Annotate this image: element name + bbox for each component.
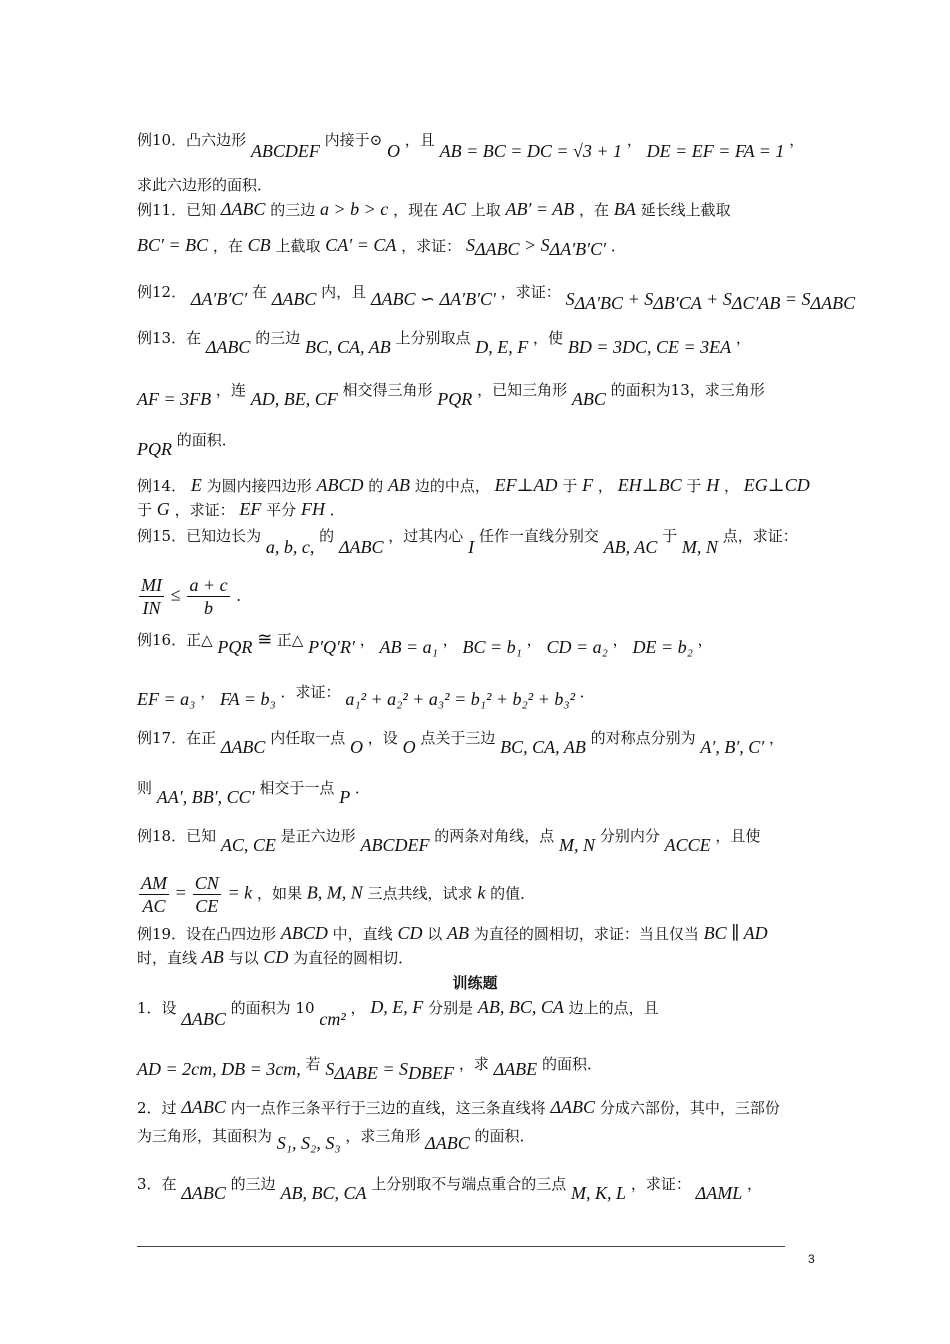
problem-17-line-2: 则 AA′, BB′, CC′ 相交于一点 P ．	[137, 779, 370, 807]
exercise-2-line-2: 为三角形，其面积为 S₁, S₂, S₃ ，求三角形 ΔABC 的面积．	[137, 1127, 535, 1153]
fraction-am-ac: $\frac{AM}{AC}$	[141, 873, 167, 916]
problem-15-line-1: 例15．已知边长为 a, b, c, 的 ΔABC ，过其内心 I 任作一直线分别交 AB, AC 于 M, N 点，求证：	[137, 527, 798, 557]
problem-16-line-1: 例16．正△ PQR ≅ 正△ P′Q′R′ ， AB = a₁ ， BC = b₁ ， CD = a₂ ， DE = b₂ ，	[137, 629, 713, 657]
exercise-2-line-1: 2．过 ΔABC 内一点作三条平行于三边的直线，这三条直线将 ΔABC 分成六部份，其中，三部份	[137, 1097, 780, 1117]
problem-15-formula: $\frac{MI}{IN}$ ≤ $\frac{a + c}{b}$ ．	[141, 575, 252, 618]
page-number: 3	[808, 1252, 815, 1266]
problem-19-line-2: 时，直线 AB 与以 CD 为直径的圆相切．	[137, 947, 414, 967]
problem-18-line-2: $\frac{AM}{AC}$ = $\frac{CN}{CE}$ = k ，如果 B, M, N 三点共线，试求 k 的值．	[141, 873, 536, 916]
problem-14-line-2: 于 G ，求证： EF 平分 FH ．	[137, 499, 345, 519]
problem-12: 例12． ΔA′B′C′ 在 ΔABC 内，且 ΔABC ∽ ΔA′B′C′ ，求证： $S_{\Delta A'BC} + S_{\Delta B'CA} + S_{\Delta C'AB} = S_{\Delta ABC}$	[137, 283, 856, 313]
footer-divider	[137, 1246, 785, 1247]
problem-17-line-1: 例17．在正 ΔABC 内任取一点 O ，设 O 点关于三边 BC, CA, AB 的对称点分别为 A′, B′, C′ ，	[137, 729, 785, 757]
problem-13-line-3: PQR 的面积．	[137, 431, 237, 459]
problem-18-line-1: 例18．已知 AC, CE 是正六边形 ABCDEF 的两条对角线，点 M, N 分别内分 ACCE ，且使	[137, 827, 761, 855]
problem-14-line-1: 例14． E 为圆内接四边形 ABCD 的 AB 边的中点， EF⊥AD 于 F ， EH⊥BC 于 H ， EG⊥CD	[137, 475, 810, 495]
problem-11-line-1: 例11．已知 ΔABC 的三边 a > b > c ，现在 AC 上取 AB′ = AB ，在 BA 延长线上截取	[137, 199, 731, 219]
fraction-mi-in: $\frac{MI}{IN}$	[141, 575, 162, 618]
exercise-1-line-2: AD = 2cm, DB = 3cm, 若 $S_{\Delta ABE} = S_{DBEF}$ ，求 ΔABE 的面积．	[137, 1055, 602, 1083]
problem-11-line-2: BC′ = BC ，在 CB 上截取 CA′ = CA ，求证： $S_{\Delta ABC} > S_{\Delta A'B'C'}$ ．	[137, 235, 626, 259]
fraction-ac-b: $\frac{a + c}{b}$	[189, 575, 228, 618]
problem-10-line-2: 求此六边形的面积．	[137, 176, 273, 194]
fraction-cn-ce: $\frac{CN}{CE}$	[194, 873, 219, 916]
problem-13-line-1: 例13．在 ΔABC 的三边 BC, CA, AB 上分别取点 D, E, F ，使 BD = 3DC, CE = 3EA ，	[137, 329, 751, 357]
exercise-1-line-1: 1．设 ΔABC 的面积为 10 cm² ， D, E, F 分别是 AB, BC, CA 边上的点，且	[137, 997, 659, 1029]
problem-16-line-2: EF = a₃ ， FA = b₃ ．求证： a₁² + a₂² + a₃² = b₁² + b₂² + b₃² ．	[137, 683, 595, 709]
section-title: 训练题	[452, 974, 498, 992]
problem-19-line-1: 例19．设在凸四边形 ABCD 中，直线 CD 以 AB 为直径的圆相切，求证：当且仅当 BC ∥ AD	[137, 923, 768, 943]
problem-13-line-2: AF = 3FB ，连 AD, BE, CF 相交得三角形 PQR ，已知三角形 ABC 的面积为13，求三角形	[137, 381, 765, 409]
exercise-3-line-1: 3．在 ΔABC 的三边 AB, BC, CA 上分别取不与端点重合的三点 M, K, L ，求证： ΔAML ，	[137, 1175, 763, 1203]
problem-10-line-1: 例10．凸六边形 ABCDEF 内接于⊙ O ，且 AB = BC = DC = √3 + 1 ， DE = EF = FA = 1 ，	[137, 131, 805, 161]
